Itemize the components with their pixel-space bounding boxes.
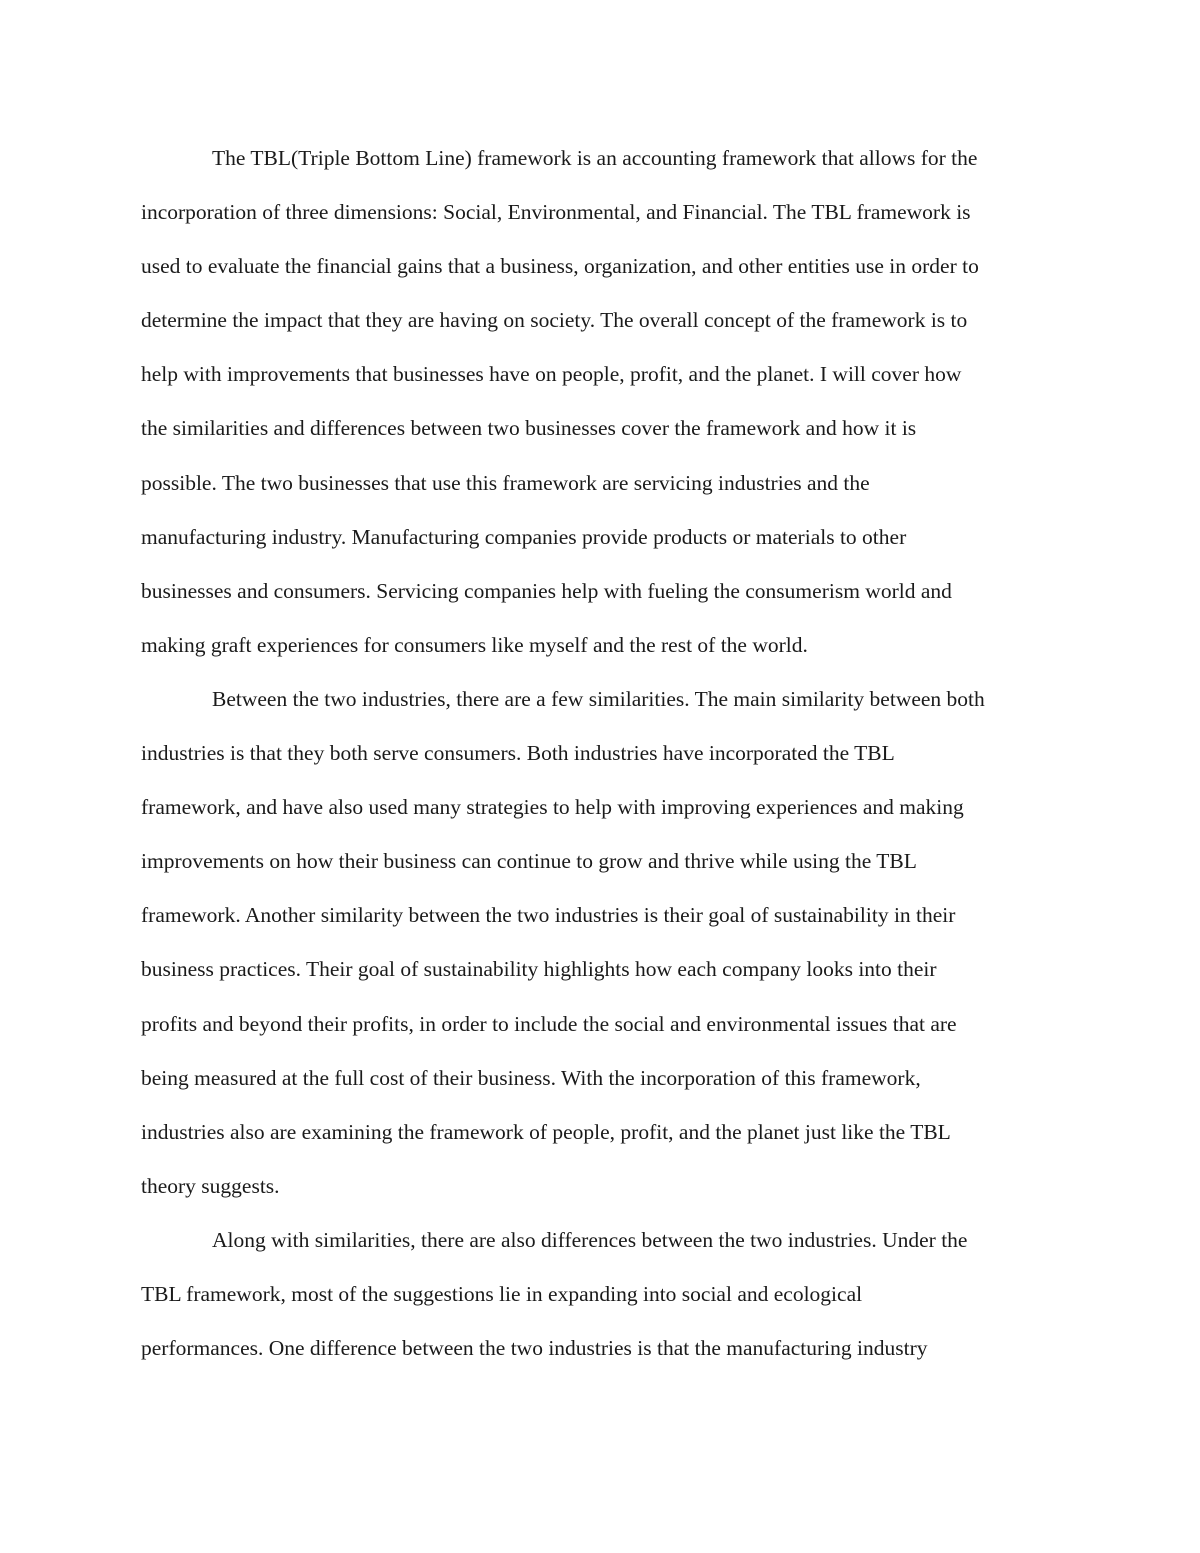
paragraph-line: used to evaluate the financial gains that a business, organization, and other entities use in order to (141, 254, 979, 279)
paragraph-1 (141, 131, 1066, 672)
paragraph-line: determine the impact that they are having on society. The overall concept of the framework is to (141, 308, 968, 333)
paragraph-line: Along with similarities, there are also differences between the two industries. Under the (212, 1227, 968, 1252)
paragraph-line: framework. Another similarity between the two industries is their goal of sustainability in their (141, 903, 956, 928)
paragraph-line: The TBL(Triple Bottom Line) framework is an accounting framework that allows for the (212, 146, 978, 170)
paragraph-3 (141, 1213, 1066, 1375)
paragraph-line: performances. One difference between the two industries is that the manufacturing industry (141, 1336, 928, 1361)
paragraph-line: TBL framework, most of the suggestions lie in expanding into social and ecological (141, 1281, 863, 1306)
document-body (141, 131, 1066, 1375)
paragraph-line: improvements on how their business can continue to grow and thrive while using the TBL (141, 849, 917, 874)
paragraph-line: business practices. Their goal of sustainability highlights how each company looks into their (141, 957, 937, 982)
paragraph-line: industries is that they both serve consumers. Both industries have incorporated the TBL (141, 741, 895, 766)
paragraph-line: theory suggests. (141, 1173, 280, 1198)
paragraph-line: help with improvements that businesses have on people, profit, and the planet. I will cover how (141, 362, 962, 387)
paragraph-line: profits and beyond their profits, in order to include the social and environmental issues that are (141, 1011, 957, 1036)
paragraph-line: manufacturing industry. Manufacturing companies provide products or materials to other (141, 524, 907, 549)
paragraph-line: making graft experiences for consumers like myself and the rest of the world. (141, 632, 808, 657)
paragraph-line: industries also are examining the framework of people, profit, and the planet just like the TBL (141, 1119, 951, 1144)
paragraph-line: possible. The two businesses that use this framework are servicing industries and the (141, 470, 870, 495)
paragraph-line: framework, and have also used many strategies to help with improving experiences and making (141, 795, 964, 820)
paragraph-line: incorporation of three dimensions: Social, Environmental, and Financial. The TBL framework is (141, 200, 971, 225)
paragraph-line: Between the two industries, there are a few similarities. The main similarity between both (212, 686, 985, 711)
paragraph-line: being measured at the full cost of their business. With the incorporation of this framework, (141, 1065, 921, 1090)
paragraph-line: businesses and consumers. Servicing companies help with fueling the consumerism world and (141, 578, 952, 603)
paragraph-line: the similarities and differences between two businesses cover the framework and how it is (141, 416, 917, 441)
paragraph-2 (141, 672, 1066, 1213)
